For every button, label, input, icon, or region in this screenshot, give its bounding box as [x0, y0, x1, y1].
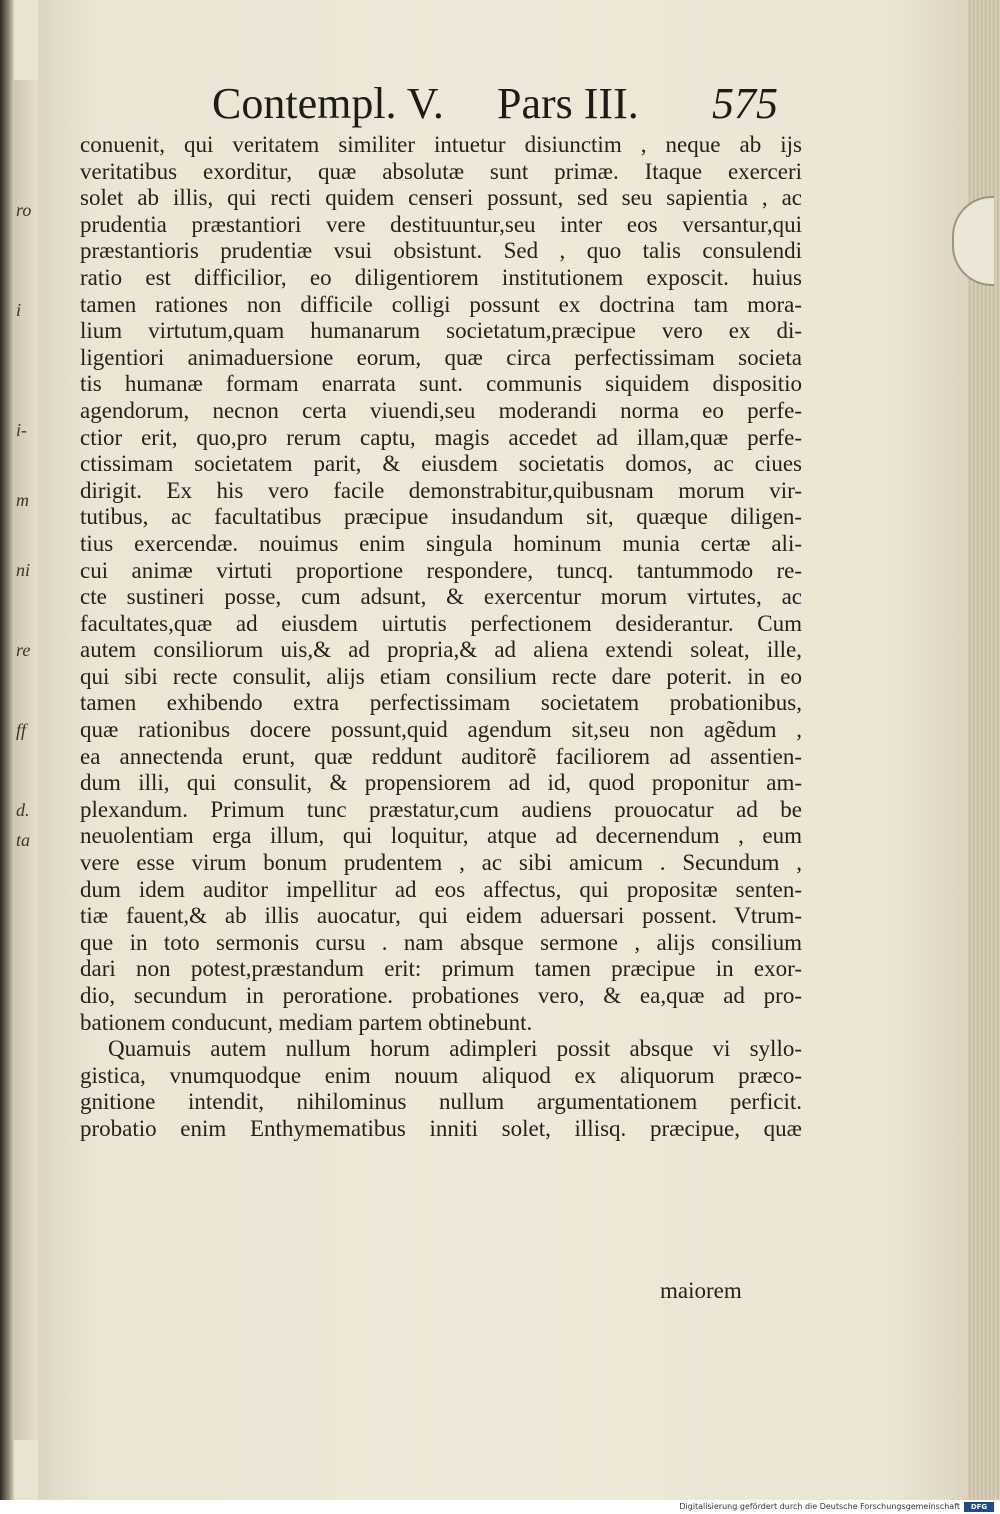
digitization-footer [0, 1500, 1000, 1514]
text-line: solet ab illis, qui recti quidem censeri possunt, sed seu sapientia , ac [80, 185, 802, 211]
margin-fragment: ta [16, 830, 31, 850]
text-line: ctior erit, quo,pro rerum captu, magis accedet ad illam,quæ perfe- [80, 424, 802, 450]
text-line: cui animæ virtuti proportione respondere, tuncq. tantummodo re- [80, 557, 802, 583]
catchword: maiorem [660, 1278, 742, 1303]
funding-credit: Digitalisierung gefördert durch die Deutsche Forschungsgemeinschaft [679, 1502, 960, 1511]
text-line: neuolentiam erga illum, qui loquitur, atque ad decernendum , eum [80, 823, 802, 849]
text-line: qui sibi recte consulit, alijs etiam consilium recte dare poterit. in eo [80, 663, 802, 689]
text-line: ligentiori animaduersione eorum, quæ circa perfectissimam societa [80, 344, 802, 370]
text-line: vere esse virum bonum prudentem , ac sibi amicum . Secundum , [80, 850, 802, 876]
text-line: præstantioris prudentiæ vsui obsistunt. Sed , quo talis consulendi [80, 238, 802, 264]
text-line: gistica, vnumquodque enim nouum aliquod ex aliquorum præco- [80, 1062, 802, 1088]
text-line: Quamuis autem nullum horum adimpleri possit absque vi syllo- [108, 1036, 802, 1062]
page-number: 575 [712, 79, 778, 128]
margin-fragment: i- [16, 420, 27, 440]
text-line: dio, secundum in peroratione. probationes vero, & ea,quæ ad pro- [80, 983, 802, 1008]
text-line: autem consiliorum uis,& ad propria,& ad aliena extendi soleat, ille, [80, 637, 802, 663]
dfg-logo: DFG [964, 1502, 994, 1512]
text-line: tamen rationes non difficile colligi possunt ex doctrina tam mora- [80, 291, 802, 317]
text-line: conuenit, qui veritatem similiter intuetur disiunctim , neque ab ijs [80, 132, 802, 157]
text-line: tutibus, ac facultatibus præcipue insudandum sit, quæque diligen- [80, 504, 802, 530]
text-line: veritatibus exorditur, quæ absolutæ sunt primæ. Itaque exerceri [80, 158, 802, 184]
text-line: dum illi, qui consulit, & propensiorem ad id, quod proponitur am- [80, 770, 802, 796]
text-line: tis humanæ formam enarrata sunt. communis siquidem dispositio [80, 371, 802, 397]
paragraph-2 [80, 1036, 802, 1142]
text-line: probatio enim Enthymematibus inniti solet, illisq. præcipue, quæ [80, 1115, 802, 1141]
text-line: bationem conducunt, mediam partem obtinebunt. [80, 1009, 533, 1035]
text-line: que in toto sermonis cursu . nam absque sermone , alijs consilium [80, 929, 802, 955]
text-line: tiæ fauent,& ab illis auocatur, qui eidem aduersari possent. Vtrum- [80, 903, 802, 929]
margin-fragment: m [16, 490, 29, 510]
text-line: tamen exhibendo extra perfectissimam societatem probationibus, [80, 690, 802, 716]
main-text-block [80, 132, 802, 1143]
text-line: dum idem auditor impellitur ad eos affectus, qui propositæ senten- [80, 876, 802, 902]
margin-fragment: d. [16, 800, 30, 820]
text-line: dirigit. Ex his vero facile demonstrabitur,quibusnam morum vir- [80, 477, 802, 503]
running-header [212, 78, 812, 138]
margin-fragment: ni [16, 560, 31, 580]
text-line: lium virtutum,quam humanarum societatum,præcipue vero ex di- [80, 318, 802, 344]
margin-fragment: i [16, 300, 22, 320]
text-line: prudentia præstantiori vere destituuntur,seu inter eos versantur,qui [80, 211, 802, 237]
text-line: facultates,quæ ad eiusdem uirtutis perfectionem desiderantur. Cum [80, 610, 802, 636]
margin-fragment: re [16, 640, 31, 660]
header-part: Pars III. [497, 79, 639, 128]
text-line: ratio est difficilior, eo diligentiorem institutionem exposcit. huius [80, 264, 802, 290]
text-line: quæ rationibus docere possunt,quid agendum sit,seu non agẽdum , [80, 717, 802, 743]
text-line: gnitione intendit, nihilominus nullum argumentationem perficit. [80, 1089, 802, 1115]
text-line: cte sustineri posse, cum adsunt, & exercentur morum virtutes, ac [80, 584, 802, 610]
margin-fragment: ff [16, 720, 27, 740]
text-line: tius exercendæ. nouimus enim singula hominum munia certæ ali- [80, 530, 802, 556]
header-title: Contempl. V. [212, 79, 444, 128]
book-gutter [0, 0, 14, 1500]
text-line: dari non potest,præstandum erit: primum tamen præcipue in exor- [80, 956, 802, 982]
text-line: agendorum, necnon certa viuendi,seu moderandi norma eo perfe- [80, 397, 802, 423]
paragraph-1 [80, 132, 802, 1036]
text-line: ctissimam societatem parit, & eiusdem societatis domos, ac ciues [80, 451, 802, 477]
text-line: plexandum. Primum tunc præstatur,cum audiens prouocatur ad be [80, 796, 802, 822]
facing-page-edge [14, 80, 38, 1440]
margin-fragment: ro [16, 200, 32, 220]
text-line: ea annectenda erunt, quæ reddunt auditorẽ faciliorem ad assentien- [80, 743, 802, 769]
